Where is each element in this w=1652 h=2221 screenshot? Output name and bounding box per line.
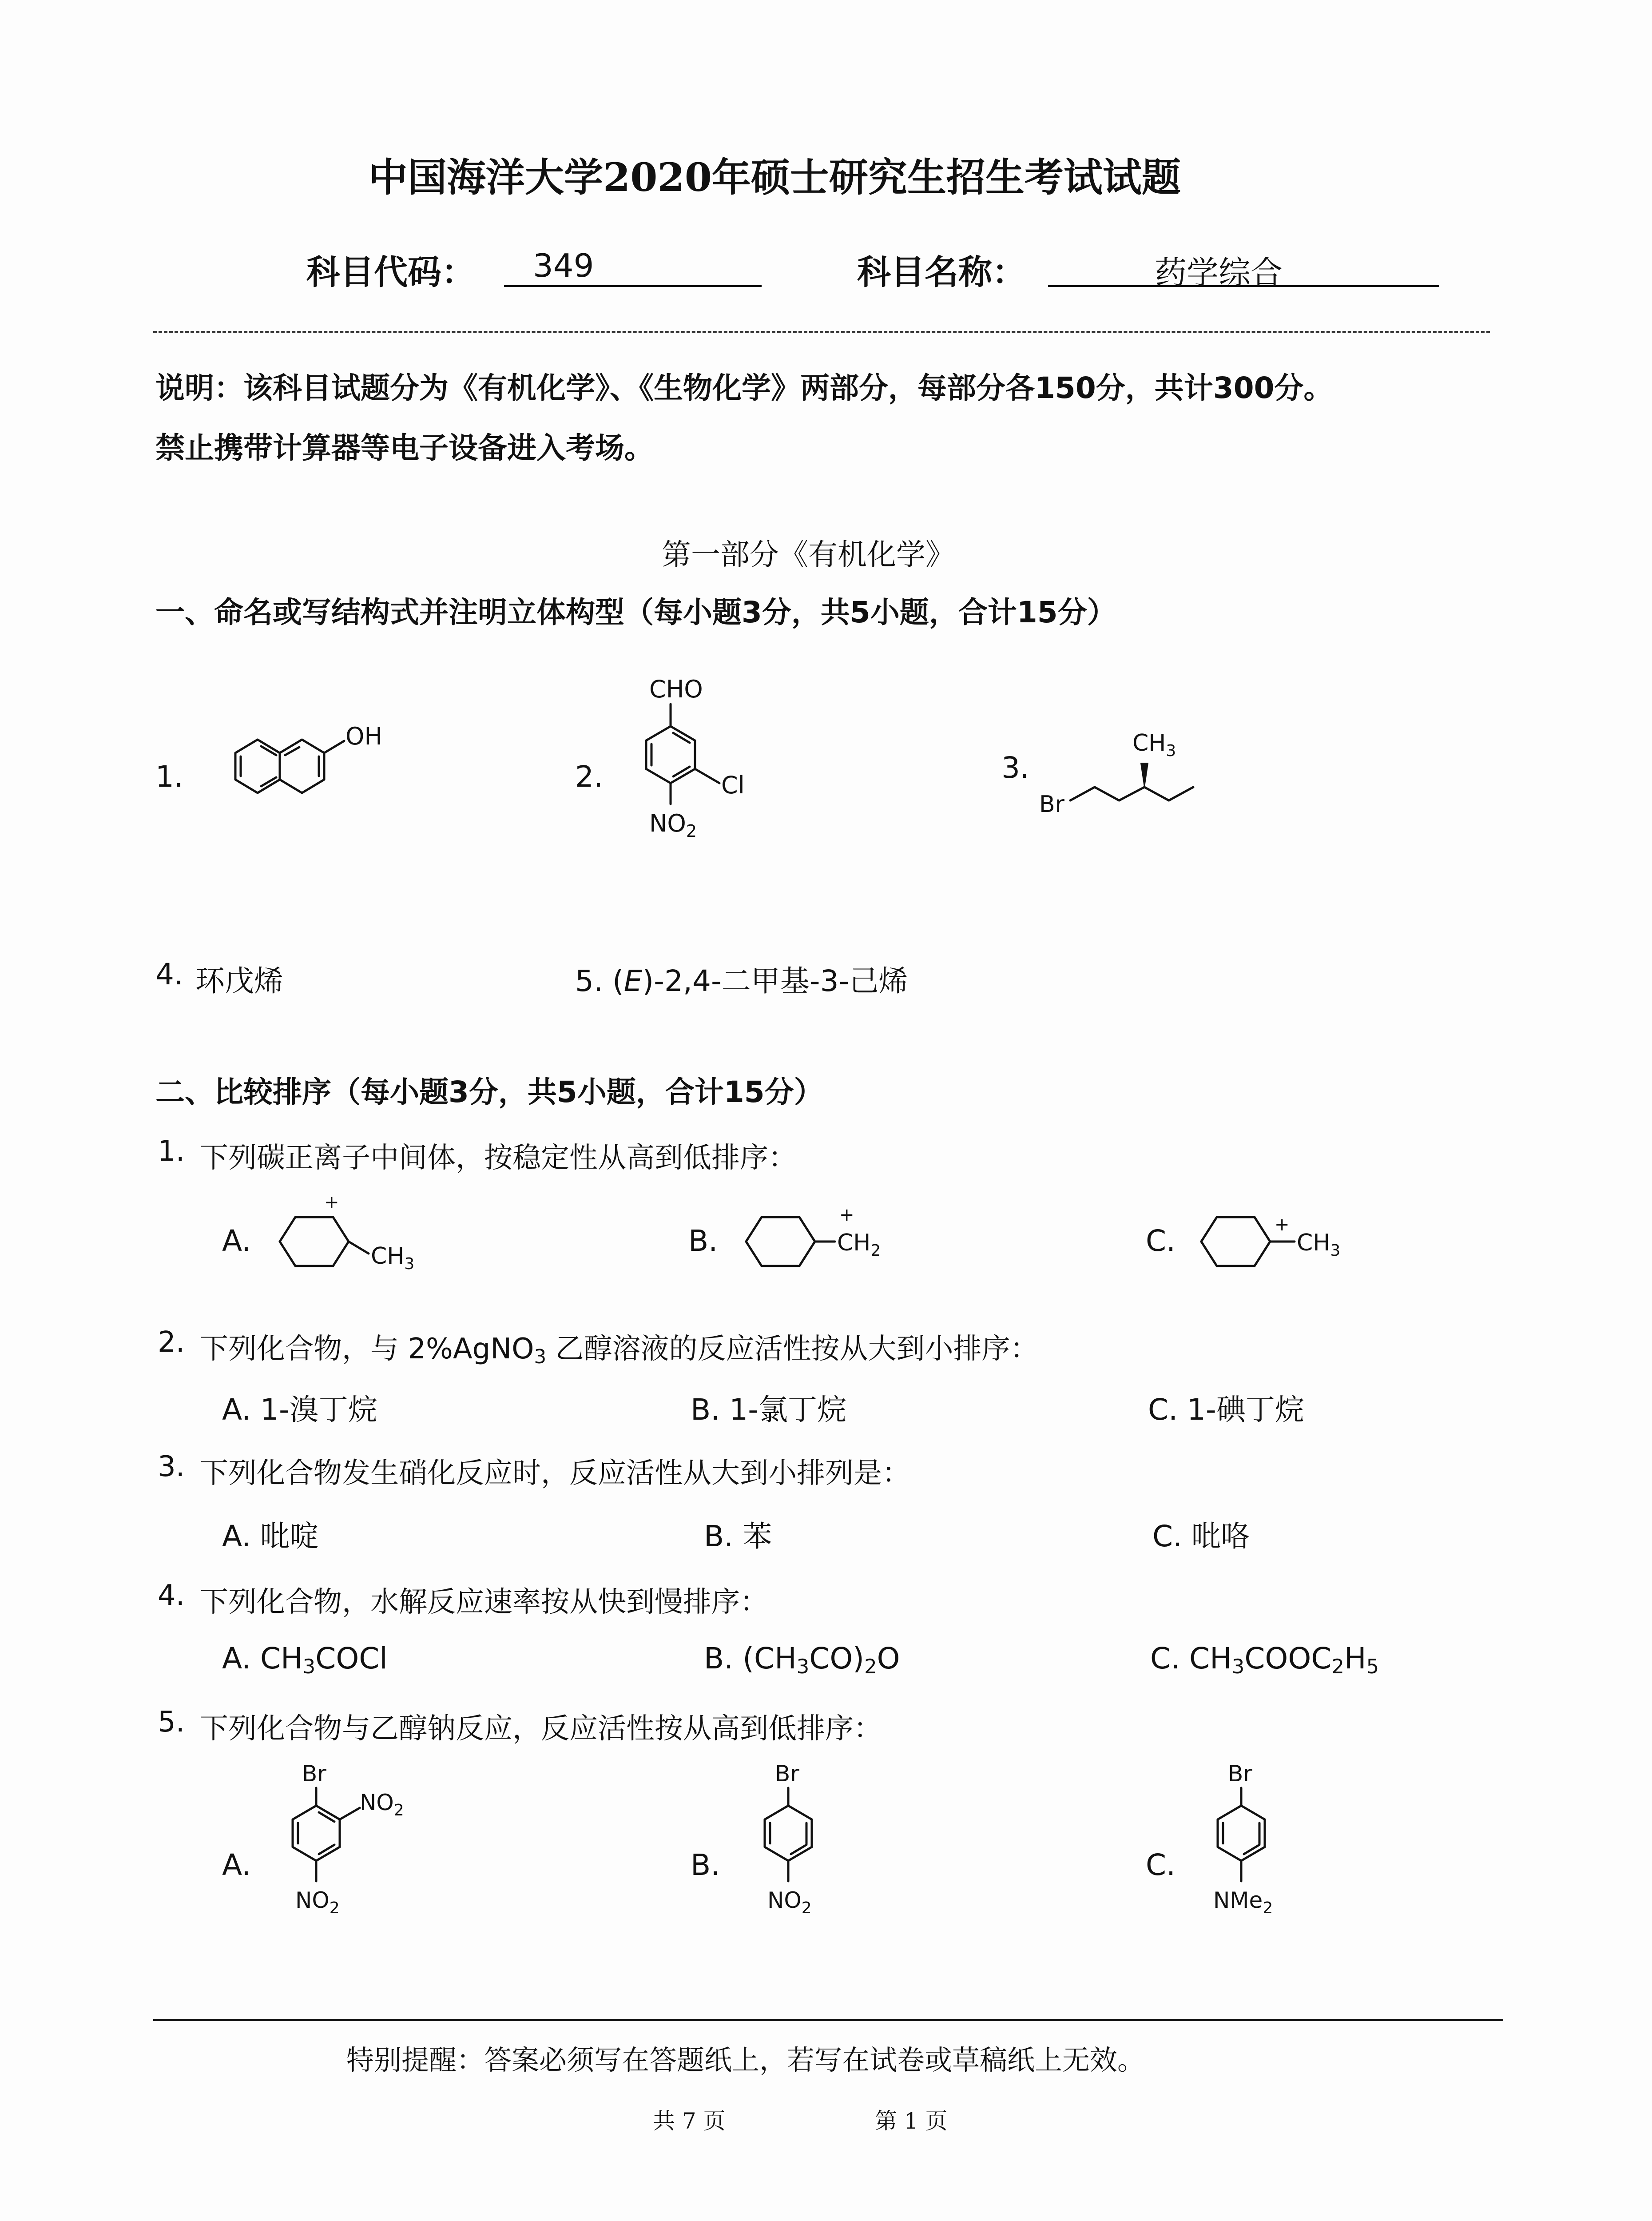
- q4-number: 4.: [158, 1579, 185, 1612]
- q1-option-b-structure: [728, 1190, 941, 1306]
- no2-b: $NO_2$: [767, 1887, 812, 1917]
- q3-option-a: A. 吡啶: [222, 1519, 319, 1553]
- q4-c-sub1: 3: [1231, 1655, 1245, 1679]
- no2-a-para: $NO_2$: [295, 1887, 340, 1917]
- q1-option-a-label: A.: [222, 1224, 251, 1258]
- q5-option-a-label: A.: [222, 1848, 251, 1882]
- footer-page-number: 第 1 页: [875, 2108, 948, 2134]
- s1-item4-number: 4.: [155, 957, 183, 991]
- nme2-c: NMe$_2$: [1213, 1887, 1273, 1917]
- q4-option-c: [1150, 1641, 1379, 1679]
- s1-item3-number: 3.: [1001, 751, 1029, 785]
- chloronitrobenzaldehyde-structure: [600, 671, 786, 884]
- q1-text: 下列碳正离子中间体，按稳定性从高到低排序：: [200, 1142, 797, 1174]
- q5-option-c-label: C.: [1146, 1848, 1176, 1882]
- bromomethylpentane-structure: [1039, 724, 1270, 840]
- s1-item5-e: E: [623, 964, 643, 998]
- oh-label: OH: [345, 722, 383, 750]
- q3-number: 3.: [158, 1450, 185, 1483]
- q4-b-sub1: 3: [796, 1655, 810, 1679]
- footer-notice: 特别提醒：答案必须写在答题纸上，若写在试卷或草稿纸上无效。: [346, 2044, 1145, 2076]
- q4-c-part1: C. CH: [1150, 1641, 1232, 1676]
- no2-a-ortho: $NO_2$: [360, 1790, 404, 1819]
- plus-c: +: [1275, 1214, 1290, 1235]
- q1-option-b-label: B.: [688, 1224, 718, 1258]
- ch3-label: $CH_3$: [1132, 730, 1176, 760]
- naphthol-structure: [191, 711, 440, 844]
- subject-name-value: 药学综合: [1155, 254, 1283, 291]
- br-c: Br: [1228, 1761, 1252, 1787]
- s1-item4-text: 环戊烯: [195, 964, 283, 998]
- cho-label: CHO: [649, 675, 703, 703]
- q5-option-b-label: B.: [691, 1848, 720, 1882]
- q4-c-part3: H: [1344, 1641, 1366, 1676]
- q4-a-sub1: 3: [302, 1655, 316, 1679]
- q4-option-a: [222, 1641, 388, 1679]
- q4-option-b: [704, 1641, 900, 1679]
- instructions-line-2: 禁止携带计算器等电子设备进入考场。: [155, 431, 654, 465]
- no2-label: $NO_2$: [649, 809, 697, 841]
- q2-text-sub: 3: [534, 1345, 547, 1368]
- q3-option-c: C. 吡咯: [1152, 1519, 1251, 1553]
- s1-item5-number: 5.: [575, 964, 603, 998]
- ch3-a: $CH_3$: [371, 1243, 415, 1273]
- br-a: Br: [302, 1761, 326, 1787]
- s1-item5: [575, 957, 908, 999]
- q1-option-a-structure: [262, 1190, 475, 1306]
- q4-b-part1: B. (CH: [704, 1641, 797, 1676]
- q2-option-c: C. 1-碘丁烷: [1148, 1393, 1304, 1427]
- part1-title: 第一部分《有机化学》: [662, 537, 955, 572]
- footer-rule: [153, 2019, 1503, 2021]
- plus-a: +: [324, 1192, 339, 1213]
- q4-a-part2: COCl: [315, 1641, 388, 1676]
- q3-text: 下列化合物发生硝化反应时，反应活性从大到小排列是：: [200, 1457, 910, 1490]
- subject-code-value: 349: [533, 247, 594, 284]
- q4-c-sub2: 2: [1331, 1655, 1344, 1679]
- s1-item2-number: 2.: [575, 760, 603, 794]
- q5-number: 5.: [158, 1706, 185, 1739]
- q2-option-b: B. 1-氯丁烷: [691, 1393, 847, 1427]
- q5-option-a-structure: [249, 1755, 462, 1959]
- q2-text-a: 下列化合物，与 2%AgNO: [200, 1333, 534, 1365]
- s1-item5-paren: (: [612, 964, 624, 998]
- q3-option-b: B. 苯: [704, 1519, 772, 1553]
- ch3-c: $CH_3$: [1297, 1230, 1341, 1260]
- q4-a-part1: A. CH: [222, 1641, 303, 1676]
- q5-text: 下列化合物与乙醇钠反应，反应活性按从高到低排序：: [200, 1712, 882, 1745]
- section2-heading: 二、比较排序（每小题3分，共5小题，合计15分）: [155, 1075, 823, 1109]
- q4-c-part2: COOC: [1244, 1641, 1332, 1676]
- q4-b-part2: CO): [809, 1641, 865, 1676]
- q5-option-b-structure: [719, 1755, 897, 1959]
- footer-total-pages: 共 7 页: [653, 2108, 726, 2134]
- q1-option-c-structure: [1186, 1190, 1399, 1306]
- br-b: Br: [775, 1761, 799, 1787]
- q2-text: [200, 1326, 1039, 1367]
- ch2-b: $CH_2$: [837, 1230, 881, 1260]
- q4-c-sub3: 5: [1366, 1655, 1379, 1679]
- section1-heading: 一、命名或写结构式并注明立体构型（每小题3分，共5小题，合计15分）: [155, 595, 1116, 629]
- subject-code-underline: [504, 285, 762, 287]
- br-label: Br: [1039, 791, 1065, 818]
- q2-text-b: 乙醇溶液的反应活性按从大到小排序：: [546, 1333, 1039, 1365]
- subject-name-label: 科目名称：: [857, 252, 1026, 292]
- cl-label: Cl: [721, 771, 745, 799]
- s1-item1-number: 1.: [155, 760, 183, 794]
- q1-number: 1.: [158, 1135, 185, 1168]
- instructions-line-1: 说明：该科目试题分为《有机化学》、《生物化学》两部分，每部分各150分，共计300分。: [155, 371, 1333, 405]
- q5-option-c-structure: [1172, 1755, 1350, 1959]
- q4-text: 下列化合物，水解反应速率按从快到慢排序：: [200, 1586, 768, 1619]
- plus-b: +: [839, 1205, 854, 1225]
- subject-name-underline: [1048, 285, 1439, 287]
- subject-code-label: 科目代码：: [306, 252, 475, 292]
- q2-number: 2.: [158, 1326, 185, 1359]
- s1-item5-text: )-2,4-二甲基-3-己烯: [642, 964, 908, 998]
- q1-option-c-label: C.: [1146, 1224, 1176, 1258]
- q2-option-a: A. 1-溴丁烷: [222, 1393, 377, 1427]
- dashed-divider: [153, 331, 1490, 333]
- q4-b-part3: O: [877, 1641, 900, 1676]
- exam-title: 中国海洋大学2020年硕士研究生招生考试试题: [369, 154, 1181, 200]
- q4-b-sub2: 2: [864, 1655, 877, 1679]
